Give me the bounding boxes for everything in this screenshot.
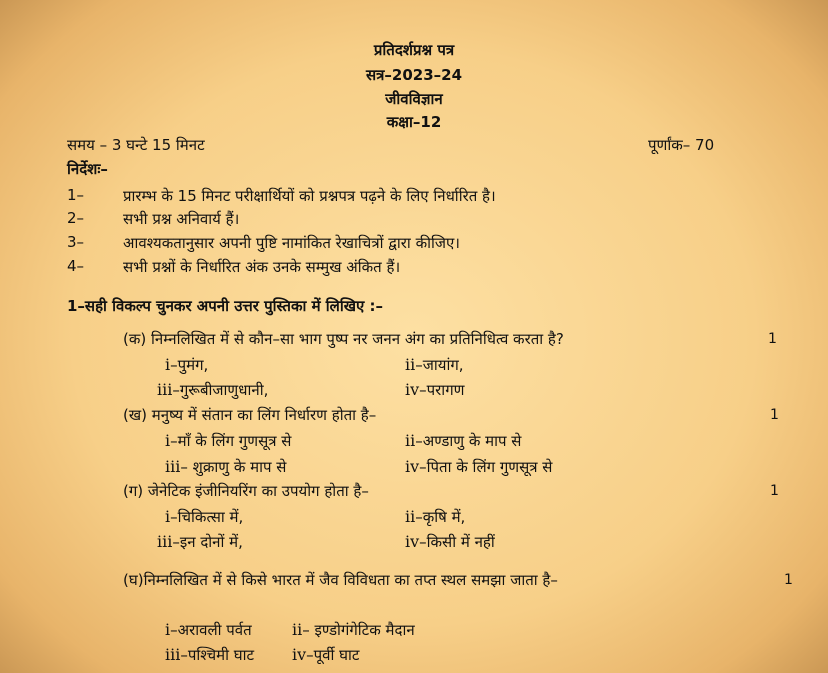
instruction-number: 4– [67, 257, 85, 275]
instruction-number: 1– [67, 186, 85, 204]
option-numeral: i [165, 431, 171, 450]
option-1 [165, 431, 291, 451]
option-numeral: ii [292, 620, 303, 639]
question-text: (ग) जेनेटिक इंजीनियरिंग का उपयोग होता है– [123, 482, 369, 500]
session-label: सत्र–2023–24 [365, 66, 463, 84]
option-numeral: iv [405, 380, 420, 399]
option-text: –पुमंग, [170, 356, 209, 374]
question-marks: 1 [768, 331, 777, 347]
option-text: –माँ के लिंग गुणसूत्र से [170, 432, 292, 450]
question-marks: 1 [784, 572, 793, 588]
option-text: –अण्डाणु के माप से [415, 432, 522, 450]
option-text: –इन दोनों में, [172, 533, 243, 551]
max-marks: पूर्णांक– 70 [648, 136, 715, 154]
option-4 [292, 645, 359, 665]
instruction-text: आवश्यकतानुसार अपनी पुष्टि नामांकित रेखाचित्रों द्वारा कीजिए। [123, 234, 460, 252]
option-numeral: i [165, 620, 171, 639]
option-3 [157, 380, 268, 400]
option-4 [405, 532, 495, 552]
option-numeral: i [165, 507, 171, 526]
paper-title: प्रतिदर्शप्रश्न पत्र [373, 41, 455, 59]
option-text: –परागण [419, 381, 465, 399]
option-text: –किसी में नहीं [419, 533, 495, 551]
option-2 [405, 507, 465, 527]
option-text: –चिकित्सा में, [170, 508, 244, 526]
option-2 [405, 355, 464, 375]
question-marks: 1 [770, 483, 779, 499]
question-text: (घ)निम्नलिखित में से किसे भारत में जैव विविधता का तप्त स्थल समझा जाता है– [123, 571, 558, 589]
option-text: –अरावली पर्वत [170, 621, 252, 639]
instruction-number: 2– [67, 209, 85, 227]
option-4 [405, 380, 465, 400]
option-1 [165, 355, 208, 375]
section-heading: 1–सही विकल्प चुनकर अपनी उत्तर पुस्तिका में लिखिए :– [67, 297, 383, 315]
time-allowed: समय – 3 घन्टे 15 मिनट [67, 136, 205, 154]
option-numeral: iii [157, 380, 173, 399]
class-label: कक्षा–12 [386, 113, 442, 131]
option-numeral: ii [405, 431, 416, 450]
subject-label: जीवविज्ञान [385, 90, 443, 108]
option-4 [405, 457, 552, 477]
option-numeral: iv [405, 532, 420, 551]
instruction-text: प्रारम्भ के 15 मिनट परीक्षार्थियों को प्रश्नपत्र पढ़ने के लिए निर्धारित है। [123, 187, 496, 205]
instruction-text: सभी प्रश्न अनिवार्य हैं। [123, 210, 240, 228]
instruction-text: सभी प्रश्नों के निर्धारित अंक उनके सम्मुख अंकित हैं। [123, 258, 401, 276]
option-2 [405, 431, 521, 451]
option-2 [292, 620, 415, 640]
option-text: –जायांग, [415, 356, 464, 374]
option-numeral: iv [292, 645, 307, 664]
instruction-number: 3– [67, 233, 85, 251]
option-1 [165, 620, 252, 640]
option-text: –पश्चिमी घाट [180, 646, 255, 664]
option-text: – इण्डोगंगेटिक मैदान [302, 621, 415, 639]
question-marks: 1 [770, 407, 779, 423]
instructions-title: निर्देशः– [67, 160, 108, 178]
option-numeral: i [165, 355, 171, 374]
option-3 [165, 645, 254, 665]
question-text: (क) निम्नलिखित में से कौन–सा भाग पुष्प नर जनन अंग का प्रतिनिधित्व करता है? [123, 330, 564, 348]
option-numeral: iii [165, 645, 181, 664]
option-text: –पिता के लिंग गुणसूत्र से [419, 458, 553, 476]
option-numeral: ii [405, 355, 416, 374]
option-numeral: ii [405, 507, 416, 526]
option-3 [165, 457, 286, 477]
question-text: (ख) मनुष्य में संतान का लिंग निर्धारण होता है– [123, 406, 377, 424]
option-3 [157, 532, 243, 552]
option-numeral: iii [165, 457, 181, 476]
option-text: –पूर्वी घाट [306, 646, 360, 664]
option-text: –कृषि में, [415, 508, 466, 526]
option-text: –गुरूबीजाणुधानी, [172, 381, 269, 399]
option-numeral: iii [157, 532, 173, 551]
option-numeral: iv [405, 457, 420, 476]
option-text: – शुक्राणु के माप से [180, 458, 287, 476]
option-1 [165, 507, 243, 527]
